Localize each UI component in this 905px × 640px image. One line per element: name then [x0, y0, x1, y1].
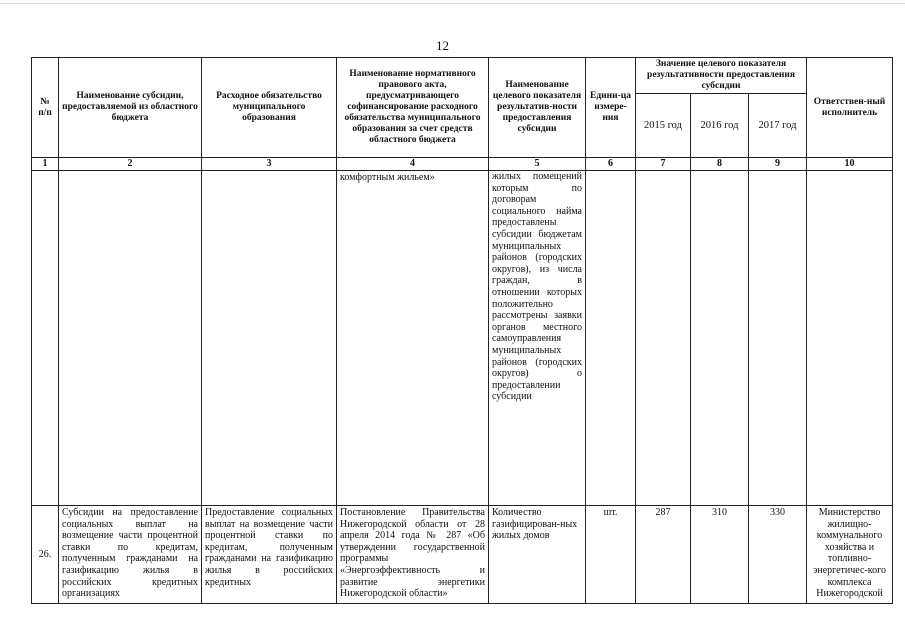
column-number: 8 [691, 158, 749, 171]
continuation-row [32, 171, 893, 506]
legal-act: Постановление Правительства Нижегородской области от 28 апреля 2014 года № 287 «Об утверждении государственной программы «Энергоэффективность и развитие энергетики Нижегородской области» [337, 506, 489, 604]
page-number: 12 [436, 38, 449, 53]
value-2015: 287 [636, 506, 691, 604]
header-values-group: Значение целевого показателя результативности предоставления субсидии [636, 58, 807, 94]
table-cell [59, 171, 202, 506]
header-obligation: Расходное обязательство муниципального образования [202, 58, 337, 158]
column-number: 5 [489, 158, 586, 171]
responsible-executor: Министерство жилищно-коммунального хозяйства и топливно-энергетичес-кого комплекса Нижегородской [807, 506, 893, 604]
header-num: № п/п [32, 58, 59, 158]
header-indicator: Наименование целевого показателя результатив-ности предоставления субсидии [489, 58, 586, 158]
column-number: 9 [749, 158, 807, 171]
unit-of-measure: шт. [586, 506, 636, 604]
header-year-2017: 2017 год [749, 94, 807, 158]
table-cell [807, 171, 893, 506]
column-number: 2 [59, 158, 202, 171]
subsidy-name: Субсидии на предоставление социальных выплат на возмещение части процентной ставки по кредитам, полученным гражданами на газификацию жилья в российских кредитных организациях [59, 506, 202, 604]
header-legal-act: Наименование нормативного правового акта, предусматривающего софинансирование расходного обязательства муниципального образования за счет средств областного бюджета [337, 58, 489, 158]
column-number-row [32, 158, 893, 171]
table-cell [691, 171, 749, 506]
table-cell [749, 171, 807, 506]
column-number: 1 [32, 158, 59, 171]
indicator-name: Количество газифицирован-ных жилых домов [489, 506, 586, 604]
column-number: 6 [586, 158, 636, 171]
subsidy-table [31, 57, 893, 604]
column-number: 10 [807, 158, 893, 171]
header-unit: Едини-ца измере-ния [586, 58, 636, 158]
municipal-obligation: Предоставление социальных выплат на возмещение части процентной ставки по кредитам, полученным гражданами на газификацию жилья в российских кредитных [202, 506, 337, 604]
table-cell [32, 171, 59, 506]
header-year-2015: 2015 год [636, 94, 691, 158]
value-2017: 330 [749, 506, 807, 604]
continuation-legal-act: комфортным жильем» [337, 171, 489, 506]
table-cell [636, 171, 691, 506]
header-executor: Ответствен-ный исполнитель [807, 58, 893, 158]
table-cell [202, 171, 337, 506]
column-number: 4 [337, 158, 489, 171]
row-number: 26. [32, 506, 59, 604]
table-row-26 [32, 506, 893, 604]
value-2016: 310 [691, 506, 749, 604]
column-number: 7 [636, 158, 691, 171]
header-row-1 [32, 58, 893, 94]
header-subsidy: Наименование субсидии, предоставляемой из областного бюджета [59, 58, 202, 158]
column-number: 3 [202, 158, 337, 171]
scan-edge-top [0, 3, 905, 4]
header-year-2016: 2016 год [691, 94, 749, 158]
continuation-indicator: жилых помещений которым по договорам социального найма предоставлены субсидии бюджетам муниципальных районов (городских округов), из числа граждан, в отношении которых положительно рассмотрены заявки органов местного самоуправления муниципальных районов (городских округов) о предоставлении субсидии [489, 171, 586, 506]
table-cell [586, 171, 636, 506]
